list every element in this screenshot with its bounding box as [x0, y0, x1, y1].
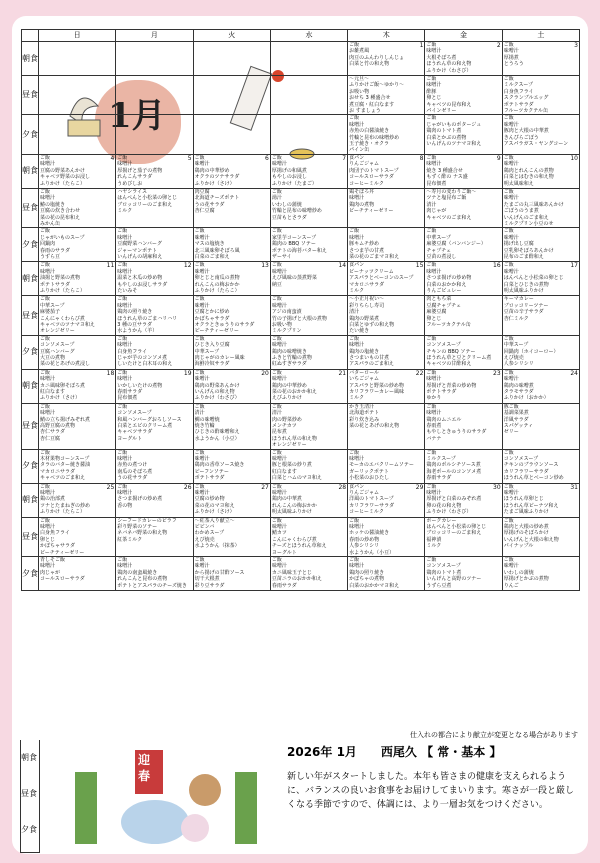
- date-number: 30: [493, 483, 501, 491]
- menu-cell: [39, 557, 116, 591]
- menu-cell: [270, 115, 347, 154]
- menu-items: ご飯 味噌汁 豚キムチ炒め さつま芋の甘煮 菜の花のごまマヨ和え: [349, 228, 400, 260]
- menu-items: ご飯 味噌汁 アジの南蛮漬 竹の子揚げと大根の煮物 お吸い物 ミルクプリン: [271, 296, 327, 335]
- meal-row: [22, 296, 580, 335]
- menu-items: ご飯 木材果物コーンスープ タラのバター焼き醤油 マカロニサラダ キャベツのごま和え: [40, 449, 91, 482]
- greeting-banner-text: 迎春: [138, 753, 151, 783]
- meal-row: [22, 449, 580, 483]
- menu-items: ご飯 味噌汁 鯖の立ち揚げみぞれ煮 高野豆腐の煮物 杏仁サラダ 杏仁豆腐: [40, 403, 91, 442]
- notice-text: 仕入れの都合により献立が変更となる場合があります: [410, 731, 578, 739]
- menu-cell: [425, 369, 502, 403]
- date-number: 26: [183, 483, 192, 491]
- menu-cell: [39, 188, 116, 227]
- meal-row: [22, 403, 580, 449]
- menu-items: ご飯 味噌汁 ホッケの醤油焼き 春雨の炒め物 人参シリシリ 水ようかん（小豆）: [349, 517, 395, 556]
- menu-cell: [348, 403, 425, 449]
- menu-title: 2026年 1月 西尾久 【 常・基本 】: [287, 745, 502, 759]
- meal-row: [22, 262, 580, 296]
- menu-cell: [39, 296, 116, 335]
- menu-items: ご飯 味噌汁 はんぺんと小松菜の卵とじ 白菜とひじきの煮物 明太風味ふりかけ: [503, 262, 564, 294]
- menu-cell: [39, 154, 116, 188]
- date-number: 24: [570, 369, 578, 377]
- menu-items: ご飯 味噌汁 厚揚げと白菜のみぞれ煮 卵の花の和え物 ふりかけ（わさび）: [426, 483, 482, 516]
- menu-items: ～寿月の変わりご飯～ ツナと塩昆布ご飯 清汁 肉じゃが キャベツのごま和え: [426, 188, 477, 221]
- menu-items: ご飯 味噌汁 鶏肉の中華炒め 菜の花のおかか和え えびふりかけ: [271, 369, 317, 402]
- menu-cell: [502, 262, 579, 296]
- menu-items: ご飯 味噌汁 マスの塩焼き 北三風味卵そぼろ風 白菜のごま和え: [194, 228, 240, 260]
- menu-items: 豚ご飯 基調菜果煮 洋風サラダ スパゲッティ ゼリー: [503, 403, 534, 436]
- menu-cell: [116, 188, 193, 227]
- menu-items: ～小正月祝い～ 彩りちらし寿司 清汁 鶏肉の野菜煮 白菜とゆずの和え物 たい焼き: [349, 296, 395, 335]
- meal-label: 夕食: [21, 825, 37, 834]
- menu-items: 食パン ピーナッツクリーム アスパラとベーコンのスープ マカロニサラダ ミルク: [349, 262, 414, 294]
- menu-cell: [193, 262, 270, 296]
- menu-cell: [193, 228, 270, 262]
- menu-cell: [270, 188, 347, 227]
- menu-cell: [502, 115, 579, 154]
- menu-cell: [348, 369, 425, 403]
- menu-items: かき玉清汁 北海道ポテト 彩り炊き込み 菜の花とあげの和え物: [349, 403, 400, 429]
- menu-items: ご飯 味噌汁 豚と根菜の炒り煮 紅白なます 白菜とハムのマヨ和え: [271, 449, 322, 482]
- menu-cell: [348, 517, 425, 556]
- day-header: 金: [425, 30, 502, 42]
- menu-cell: [348, 42, 425, 76]
- menu-cell: [425, 449, 502, 483]
- date-number: 7: [342, 154, 347, 162]
- day-header: 木: [348, 30, 425, 42]
- menu-items: ご飯 中華スープ 回鍋肉（ホイコーロー） えび焼売 人参シリシリ: [503, 335, 559, 368]
- menu-cell: [425, 335, 502, 369]
- menu-cell: [193, 403, 270, 449]
- meal-label: 夕食: [22, 335, 39, 369]
- menu-items: ご飯 コンソメスープ 鶏肉のトマト煮 いんげんと高野のツナー うずら豆煮: [426, 557, 482, 589]
- menu-items: ご飯 味噌汁 鶏肉の味噌焼き ふきと竹輪の煮物 紅ぬすぎサラダ: [271, 335, 312, 368]
- date-number: 21: [338, 369, 347, 377]
- greeting-message: 新しい年がスタートしました。本年も皆さまの健康を支えられるように、バランスの良いお食事をお届けしてまいります。寒さが一段と厳しくなる季節ですので、体調には、より一層お気をつけください。: [287, 772, 575, 810]
- menu-items: ご飯 味噌汁 さつま揚げの炒め煮 香の物: [117, 483, 163, 509]
- menu-items: ご飯 味噌汁 油揚と野菜の煮物 ポテトサラダ ふりかけ（たらこ）: [40, 262, 86, 294]
- menu-items: ご飯 味噌汁 鶏肉の塩焼き さつまいもの甘煮 アスパラのごま和え: [349, 335, 394, 368]
- menu-items: シーフードカレーのピラフ 彩り野菜のソテー ネバネバ野菜の和え物 紅茶ミルク: [117, 517, 177, 543]
- date-number: 14: [338, 262, 347, 270]
- menu-cell: [425, 154, 502, 188]
- menu-calendar: [21, 29, 580, 591]
- menu-items: ご飯 味噌汁 豆腐の炒め物 菜の花のマヨ和え ふりかけ（さけ）: [194, 483, 235, 516]
- date-number: 12: [183, 262, 192, 270]
- menu-items: ご飯 味噌汁 鶏肉の香草ソース焼き ビーフンソテー ポテトサラダ: [194, 449, 245, 482]
- menu-cell: [193, 188, 270, 227]
- menu-cell: [39, 449, 116, 483]
- menu-cell: [39, 42, 116, 76]
- meal-row: [22, 154, 580, 188]
- menu-cell: [270, 262, 347, 296]
- menu-items: ご飯 味噌汁 いかしいたけの煮物 春雨サラダ 昆布佃煮: [117, 369, 163, 402]
- menu-cell: [348, 557, 425, 591]
- menu-cell: [502, 517, 579, 556]
- menu-cell: [270, 42, 347, 76]
- date-number: 2: [496, 42, 501, 49]
- meal-label: 昼食: [22, 403, 39, 449]
- menu-items: ご飯 味噌汁 いわしの蒲焼 厚揚げとかぶの煮物 りんご: [503, 557, 549, 589]
- date-number: 16: [493, 262, 501, 270]
- rabbit-character-icon: [181, 814, 209, 842]
- meal-row: [22, 115, 580, 154]
- date-number: 17: [570, 262, 578, 270]
- menu-cell: [502, 335, 579, 369]
- menu-items: ご飯 コンソメスープ チキンの BBQ ソテー ほうれん草と豆とクリーム煮 キャベツの甘酢和え: [426, 335, 492, 368]
- menu-items: ご飯 湯汁 いわしの蒲焼 竹輪と昆布の味噌炒め 豆苗もとさラダ: [271, 188, 322, 221]
- meal-row: [22, 369, 580, 403]
- date-number: 5: [187, 154, 192, 162]
- menu-cell: [502, 369, 579, 403]
- menu-items: ご飯 味噌汁 卵とじと南瓜の煮物 れんこんの梅おかか ふりかけ（たらこ）: [194, 262, 240, 294]
- menu-cell: [270, 517, 347, 556]
- menu-cell: [116, 262, 193, 296]
- meal-label: 朝食: [22, 154, 39, 188]
- menu-items: ご飯 コンソメスープ 和風ハンバーグおろしソース 白菜とエビのクリーム煮 キャベツサラダ ヨーグルト: [117, 403, 182, 442]
- menu-cell: [348, 335, 425, 369]
- menu-cell: [193, 483, 270, 517]
- menu-cell: [425, 517, 502, 556]
- meal-row: [22, 188, 580, 227]
- day-header: 土: [502, 30, 579, 42]
- meal-row: [22, 517, 580, 556]
- menu-cell: [116, 296, 193, 335]
- menu-cell: [270, 228, 347, 262]
- menu-items: ご飯 味噌汁 鶏肉の照り焼き かぼちゃの煮物 白菜のおかかマヨ和え: [349, 557, 400, 589]
- menu-cell: [116, 557, 193, 591]
- menu-items: ポークカレー はんぺんと小松菜の卵とじ ブロッコリーのごま和え 福神漬 ミルク: [426, 517, 487, 550]
- menu-items: ご飯 味噌汁 豚肉と大根の中華煮 きんぴらごぼう アスパラガス・ヤングコーン: [503, 115, 569, 148]
- menu-cell: [193, 449, 270, 483]
- menu-items: ご飯 味噌汁 鶏の治部煮 ツナとたまねぎの炒め ふりかけ（たらこ）: [40, 483, 91, 516]
- menu-cell: [502, 557, 579, 591]
- meal-row: [22, 483, 580, 517]
- meal-row: [22, 228, 580, 262]
- menu-cell: [39, 262, 116, 296]
- meal-label: 朝食: [22, 369, 39, 403]
- menu-items: ご飯 味噌汁 白身魚フライ じゃが芋のコンソメ煮 しいたけと白木耳の和え: [117, 335, 173, 368]
- menu-items: ご飯 味噌汁 カニ風味卵そぼろ煮 紅白なます ふりかけ（さけ）: [40, 369, 86, 402]
- menu-cell: [116, 517, 193, 556]
- menu-items: ご飯 ひじき入り豆腐 中華スープ 肉じゃがのカレー風味 海鮮冷奴サラダ: [194, 335, 245, 368]
- menu-cell: [270, 76, 347, 115]
- menu-items: ご飯 お雑煮風 肉豆のふんわりしんじょ 白菜と竹の和え物: [349, 42, 405, 68]
- empty-week-labels: [20, 740, 38, 848]
- kadomatsu-left-icon: [75, 772, 97, 844]
- bear-character-icon: [189, 774, 221, 806]
- menu-cell: [116, 76, 193, 115]
- menu-cell: [193, 335, 270, 369]
- menu-items: ご飯 中華スープ 麻婆豆腐（バンバンジー） チャプチェ 豆苗の煮浸し: [426, 228, 486, 260]
- menu-cell: [116, 449, 193, 483]
- menu-items: ご飯 中華スープ 麻婆茄子 こんにゃくわらび煮 キャベツのツナマヨ和え オレンジゼリー: [40, 296, 95, 335]
- menu-items: ご飯 コンソメスープ 豆腐ハンバーグ 大豆の煮物 菜の花とあげの煮浸し: [40, 335, 91, 368]
- menu-cell: [39, 228, 116, 262]
- meal-label: 夕食: [22, 115, 39, 154]
- menu-items: ご飯 味噌汁 鶏肉の照り焼き ほうれん草のごまハリハリ 3 種の豆サラダ 水ようかん（羊）: [117, 296, 178, 335]
- menu-items: ご飯 味噌汁 温菜と木瓜の炒め物 もやしのお浸しサラダ たいみそ: [117, 262, 168, 294]
- date-number: 1: [419, 42, 424, 49]
- menu-items: ご飯 味噌汁 鶏肉のムニエル 春雨煮 もやしときゅうりのサラダ バナナ: [426, 403, 487, 442]
- menu-items: ご飯 味噌汁 厚揚げと茄子の煮物 れんこんサラダ うめびしお: [117, 154, 163, 187]
- menu-cell: [39, 76, 116, 115]
- menu-items: ～紅茶入り献立～ ビビンバ わかめスープ えび焼売 水ようかん（抹茶）: [194, 517, 240, 550]
- meal-label: 朝食: [22, 262, 39, 296]
- date-number: 11: [106, 262, 115, 270]
- menu-cell: [348, 296, 425, 335]
- menu-cell: [116, 403, 193, 449]
- meal-label: 朝食: [22, 42, 39, 76]
- menu-items: ご飯 味噌汁 カニ風味玉子とじ 豆苗ニラのおかか和え 春雨サラダ: [271, 557, 322, 589]
- menu-cell: [348, 115, 425, 154]
- menu-items: ご飯 家里芋コーンスープ 鶏肉の BBQ ソテー ポテトの海苔バター和え ザーサイ: [271, 228, 327, 260]
- menu-cell: [270, 369, 347, 403]
- menu-items: ご飯 味噌汁 豆腐の野菜あんかけ キャベツ野菜のお浸し ふりかけ（たらこ）: [40, 154, 91, 187]
- menu-cell: [39, 517, 116, 556]
- menu-cell: [348, 483, 425, 517]
- menu-items: ご飯 味噌汁 豆腐野菜ハンバーグ ジャーマンポテト いんげんの胡麻和え: [117, 228, 163, 260]
- menu-items: 青しそご飯 味噌汁 肉じゃが コールスローサラダ: [40, 557, 85, 583]
- menu-items: ご飯 味噌汁 鶏肉の中華炒め オクラのツナサラダ ふりかけ（さけ）: [194, 154, 240, 187]
- menu-items: ご飯 味噌汁 厚揚煮 とうろう: [503, 42, 524, 68]
- menu-cell: [425, 76, 502, 115]
- menu-cell: [116, 483, 193, 517]
- date-number: 22: [415, 369, 424, 377]
- menu-items: ご飯 味噌汁 鶏肉の中華煮 れんこんの梅おかか 明太風味ふりかけ: [271, 483, 317, 516]
- menu-items: ご飯 味噌汁 揚げ出し豆腐 豆乳卵そぼろあんかけ 昆布のごま酢和え: [503, 228, 554, 260]
- day-header-row: [22, 30, 580, 42]
- menu-cell: [502, 449, 579, 483]
- menu-cell: [425, 296, 502, 335]
- menu-items: ご飯 味噌汁 鰆の塩焼き 豆腐の炊き合わせ 菜の花の昆布和え みかん缶: [40, 188, 81, 227]
- menu-cell: [348, 228, 425, 262]
- meal-label: 昼食: [22, 188, 39, 227]
- date-number: 23: [493, 369, 501, 377]
- menu-cell: [39, 483, 116, 517]
- menu-cell: [425, 483, 502, 517]
- date-number: 15: [415, 262, 424, 270]
- menu-cell: [425, 115, 502, 154]
- horse-character-icon: [121, 800, 189, 844]
- menu-cell: [270, 557, 347, 591]
- meal-label: 昼食: [22, 517, 39, 556]
- menu-cell: [39, 403, 116, 449]
- menu-cell: [193, 154, 270, 188]
- date-number: 31: [570, 483, 578, 491]
- menu-cell: [270, 483, 347, 517]
- menu-cell: [193, 76, 270, 115]
- new-year-greeting-illustration: [45, 742, 275, 852]
- menu-items: ご飯 清汁 鯛の味噌焼 焼き竹輪 ひじきの酢味噌和え 水ようかん（小豆）: [194, 403, 240, 442]
- date-number: 28: [338, 483, 347, 491]
- menu-items: ご飯 味噌汁 鶏肉の野菜あんかけ いんげんの和え物 ふりかけ（わさび）: [194, 369, 240, 402]
- menu-items: ご飯 味噌汁 鶏肉とれんこんの煮物 白菜とはむきの和え物 明太風味和え: [503, 154, 554, 187]
- menu-items: ご飯 味噌汁 赤魚の白醤油焼き 竹輪と昆布の味噌炒め 玉子焼き・オクラ パイン缶: [349, 115, 400, 154]
- menu-cell: [116, 369, 193, 403]
- menu-cell: [193, 369, 270, 403]
- menu-items: ご飯 コンソメスープ チキンのブラウンソース カリフラワーサラダ ほうれん草とベーコン炒め: [503, 449, 564, 482]
- menu-cell: [116, 42, 193, 76]
- menu-items: 肉豆腐 北海道チーズポテト うの花サラダ 杏仁豆腐: [194, 188, 240, 215]
- menu-items: 鶏そぼろ丼 味噌汁 鶏肉の煮物 ピーチティーゼリー: [349, 188, 394, 215]
- menu-items: ご飯 清汁 肉の野菜炒め メンチカツ 昆布煮 ほうれん草の和え物 オレンジゼリー: [271, 403, 317, 449]
- menu-cell: [502, 296, 579, 335]
- menu-items: ご飯 じゃがいものスープ 回鍋肉 春雨のサラダ うずら豆: [40, 228, 85, 260]
- menu-cell: [502, 483, 579, 517]
- menu-cell: [116, 154, 193, 188]
- menu-items: ご飯 ミルクスープ 白身魚フライ スクランブルエッグ ポテトサラダ フルーツカクテル缶: [503, 76, 549, 115]
- menu-cell: [193, 115, 270, 154]
- date-number: 8: [419, 154, 424, 162]
- day-header: 月: [116, 30, 193, 42]
- meal-label: 昼食: [22, 296, 39, 335]
- month-title: 1月: [108, 96, 166, 136]
- menu-items: キーマカレー ブロッコリーツナー 豆苗の辛子サラダ 杏仁ミルク: [503, 296, 549, 322]
- menu-cell: [348, 154, 425, 188]
- date-number: 10: [570, 154, 578, 162]
- menu-cell: [425, 228, 502, 262]
- date-number: 9: [496, 154, 501, 162]
- menu-items: ご飯 味噌汁 厚揚げの和風煮 もやしのお浸し ふりかけ（たまご）: [271, 154, 317, 187]
- date-number: 27: [261, 483, 269, 491]
- menu-cell: [348, 262, 425, 296]
- menu-cell: [39, 115, 116, 154]
- menu-items: ご飯 味噌汁 酢豚 卵とじ キャベツの昆布和え パインゼリー: [426, 76, 472, 115]
- day-header: 水: [270, 30, 347, 42]
- meal-label: 朝食: [22, 483, 39, 517]
- menu-cell: [348, 188, 425, 227]
- menu-items: 食パン りんごジャム 洋風のトマトスープ カリフラワーサラダ コーヒーミルク: [349, 483, 395, 516]
- menu-cell: [425, 188, 502, 227]
- meal-row: [22, 76, 580, 115]
- meal-label: 夕食: [22, 228, 39, 262]
- menu-cell: [39, 335, 116, 369]
- meal-label: 夕食: [22, 449, 39, 483]
- menu-cell: [425, 42, 502, 76]
- menu-items: ご飯 味噌汁 えび風味の蒸煮野菜 納豆: [271, 262, 317, 288]
- menu-cell: [116, 228, 193, 262]
- menu-cell: [348, 449, 425, 483]
- date-number: 6: [265, 154, 269, 162]
- meal-label: 朝食: [21, 753, 37, 762]
- menu-cell: [425, 557, 502, 591]
- menu-cell: [193, 296, 270, 335]
- menu-items: ご飯 味噌汁 赤魚の煮つけ 南瓜のそぼろ煮 うの花サラダ: [117, 449, 153, 482]
- menu-items: ご飯 味噌汁 ほうれん草卵とじ ほうれん草ピーナツ和え たまご風味ふりかけ: [503, 483, 559, 516]
- menu-cell: [502, 188, 579, 227]
- menu-cell: [502, 403, 579, 449]
- menu-cell: [270, 154, 347, 188]
- date-number: 18: [106, 369, 115, 377]
- day-header: 日: [39, 30, 116, 42]
- menu-items: ～元旦～ ふりかけご飯～ゆかり～ お吸い物 おせち 3 種盛合せ 煮豆腐・紅白なます お すましょう: [349, 76, 405, 115]
- menu-cell: [502, 228, 579, 262]
- menu-cell: [270, 296, 347, 335]
- menu-items: ご飯 味噌汁 焼き 3 種盛合せ もずく酢の ナス盛 昆布佃煮: [426, 154, 468, 187]
- menu-cell: [116, 335, 193, 369]
- menu-cell: [502, 42, 579, 76]
- menu-items: ハヤシライス はんぺんと小松菜の卵とじ ブロッコリーのごま和え ミルク: [117, 188, 178, 215]
- menu-cell: [502, 154, 579, 188]
- meal-row: [22, 335, 580, 369]
- menu-items: 肉ともち菜 豆腐チャプチェ 麻婆豆腐 卵とじ フルーツカクテル缶: [426, 296, 471, 328]
- date-number: 20: [261, 369, 269, 377]
- menu-items: ご飯 味噌汁 大根そぼろ煮 ほうれん草の和え物 ふりかけ（わさび）: [426, 42, 472, 74]
- menu-items: ご飯 じゃがいものポタージュ 鶏肉のトマト煮 白菜とかぶの煮物 いんげんのツナマヨ和え: [426, 115, 482, 148]
- day-header: 火: [193, 30, 270, 42]
- menu-cell: [348, 76, 425, 115]
- menu-items: ご飯 ミルクスープ 鶏肉のボルシチソース煮 海老ポールのコンソメ煮 春雨サラダ: [426, 449, 482, 482]
- menu-cell: [193, 42, 270, 76]
- kadomatsu-right-icon: [235, 772, 257, 844]
- meal-label: 夕食: [22, 557, 39, 591]
- menu-items: ご飯 味噌汁 さつま揚げの炒め物 白菜のおかか和え りんごピュレー: [426, 262, 472, 294]
- menu-items: ご飯 味噌汁 鶏肉の南蛮風焼き れんこんと昆布の煮物 ポテトとアスパラのチーズ焼き: [117, 557, 187, 589]
- menu-cell: [425, 262, 502, 296]
- meal-label: 昼食: [21, 789, 37, 798]
- date-number: 19: [183, 369, 192, 377]
- menu-items: 食パン りんごジャム 肉団子のトマトスープ コールスローサラダ コーヒーミルク: [349, 154, 399, 187]
- menu-items: ご飯 味噌汁 モーカのエバクリームソテー ガーリックポテト 小松菜のおひたし: [349, 449, 414, 482]
- meal-row: [22, 42, 580, 76]
- menu-cell: [116, 115, 193, 154]
- menu-items: ご飯 味噌汁 たまごの丸三風味あんかけ ごぼうのうま煮 いんげんのごま和え ミルクプリン小豆のせ: [503, 188, 564, 227]
- date-number: 4: [110, 154, 115, 162]
- menu-items: ご飯 味噌汁 鶏肉の味噌煮 タラモサラダ ふりかけ（おかか）: [503, 369, 549, 402]
- menu-items: ご飯 味噌汁 白身魚フライ 卵とじ かぼちゃサラダ ピーチティーゼリー: [40, 517, 85, 556]
- menu-items: ご飯 味噌汁 鯖カツ こんにゃくわらび煮 チーズとほうれん草和え ヨーグルト: [271, 517, 327, 556]
- menu-cell: [193, 517, 270, 556]
- menu-items: ご飯 味噌汁 から揚げの甘酢ソース 切干大根煮 彩り豆サラダ: [194, 557, 245, 589]
- menu-items: バターロール いちごジャム アスパラと野菜の炒め物 カリフラワーカレー風味 ミルク: [349, 369, 405, 402]
- menu-cell: [502, 76, 579, 115]
- meal-row: [22, 557, 580, 591]
- date-number: 13: [261, 262, 269, 270]
- menu-items: ご飯 味噌汁 厚揚げと青菜の炒め物 ポテトサラダ ゆかり: [426, 369, 477, 402]
- meal-label: 昼食: [22, 76, 39, 115]
- menu-cell: [39, 369, 116, 403]
- menu-items: ご飯 味噌汁 豆腐とかに炒め かぼちゃサラダ オクラときゅうりのサラダ ピーチティーゼリー: [194, 296, 255, 335]
- menu-cell: [270, 449, 347, 483]
- date-number: 25: [106, 483, 115, 491]
- date-number: 29: [415, 483, 424, 491]
- date-number: 3: [574, 42, 578, 49]
- menu-items: ご飯 鶏肉と大根の炒め煮 厚揚げのそぼろかけ いんげんと大根の和え物 パイナップル: [503, 517, 559, 550]
- menu-cell: [193, 557, 270, 591]
- menu-cell: [270, 335, 347, 369]
- menu-cell: [425, 403, 502, 449]
- menu-cell: [270, 403, 347, 449]
